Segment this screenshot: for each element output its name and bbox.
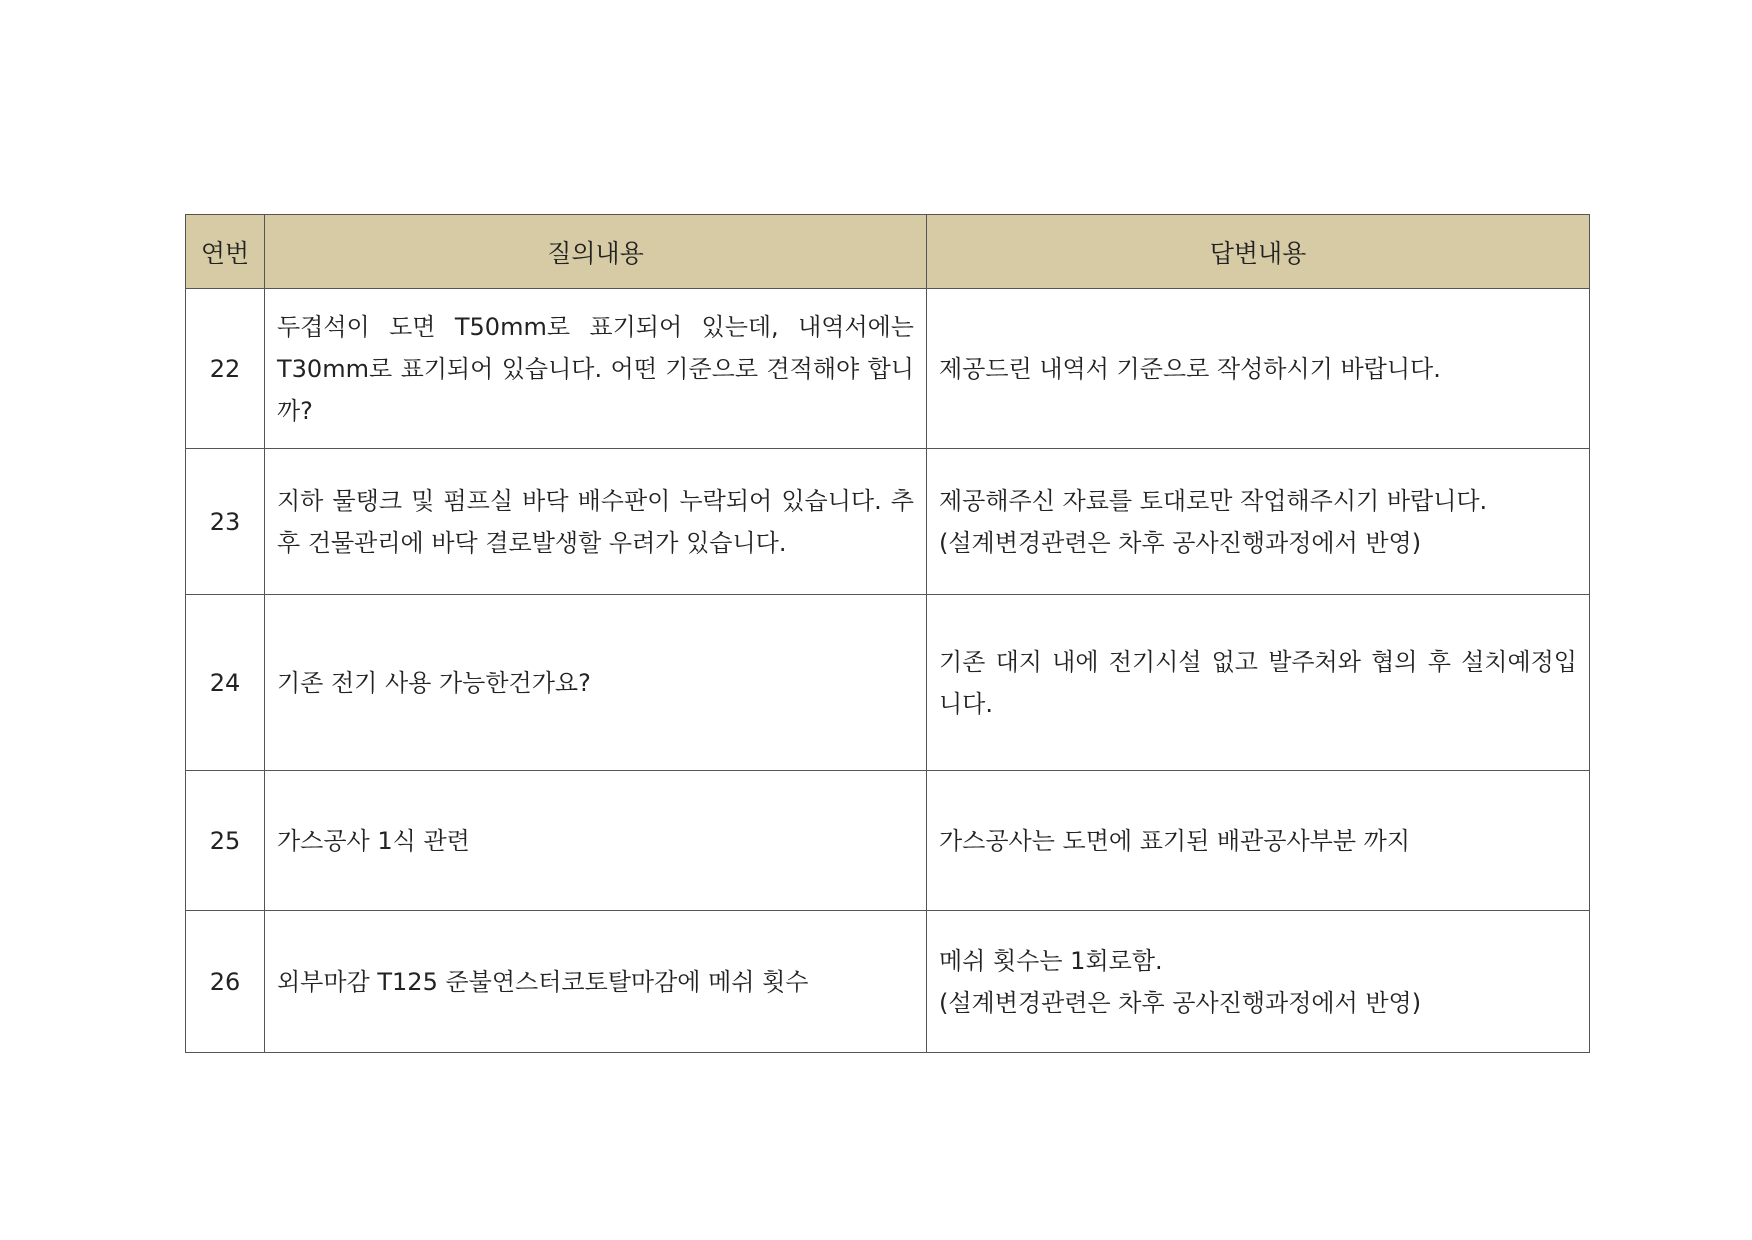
header-number: 연번 <box>186 215 265 289</box>
answer-note: (설계변경관련은 차후 공사진행과정에서 반영) <box>939 988 1422 1017</box>
table-row <box>186 911 1590 1053</box>
answer-note: (설계변경관련은 차후 공사진행과정에서 반영) <box>939 528 1422 557</box>
table-row <box>186 771 1590 911</box>
question-text: 외부마감 T125 준불연스터코토탈마감에 메쉬 횟수 <box>265 911 927 1053</box>
answer-text: 기존 대지 내에 전기시설 없고 발주처와 협의 후 설치예정입니다. <box>927 595 1590 771</box>
row-number: 23 <box>186 449 265 595</box>
answer-cell <box>927 911 1590 1053</box>
answer-text: 제공드린 내역서 기준으로 작성하시기 바랍니다. <box>939 354 1441 383</box>
answer-cell <box>927 289 1590 449</box>
answer-text: 메쉬 횟수는 1회로함. <box>939 946 1163 975</box>
question-text: 두겹석이 도면 T50mm로 표기되어 있는데, 내역서에는 T30mm로 표기되어 있습니다. 어떤 기준으로 견적해야 합니까? <box>265 289 927 449</box>
question-text: 기존 전기 사용 가능한건가요? <box>265 595 927 771</box>
answer-text: 가스공사는 도면에 표기된 배관공사부분 까지 <box>939 826 1411 855</box>
answer-cell <box>927 449 1590 595</box>
row-number: 24 <box>186 595 265 771</box>
table-row <box>186 449 1590 595</box>
qa-table <box>185 214 1590 1053</box>
table-row <box>186 595 1590 771</box>
row-number: 22 <box>186 289 265 449</box>
header-answer: 답변내용 <box>927 215 1590 289</box>
answer-text: 제공해주신 자료를 토대로만 작업해주시기 바랍니다. <box>939 486 1488 515</box>
row-number: 26 <box>186 911 265 1053</box>
header-question: 질의내용 <box>265 215 927 289</box>
table-row <box>186 289 1590 449</box>
question-text: 지하 물탱크 및 펌프실 바닥 배수판이 누락되어 있습니다. 추후 건물관리에 바닥 결로발생할 우려가 있습니다. <box>265 449 927 595</box>
question-text: 가스공사 1식 관련 <box>265 771 927 911</box>
answer-cell <box>927 771 1590 911</box>
header-row <box>186 215 1590 289</box>
row-number: 25 <box>186 771 265 911</box>
